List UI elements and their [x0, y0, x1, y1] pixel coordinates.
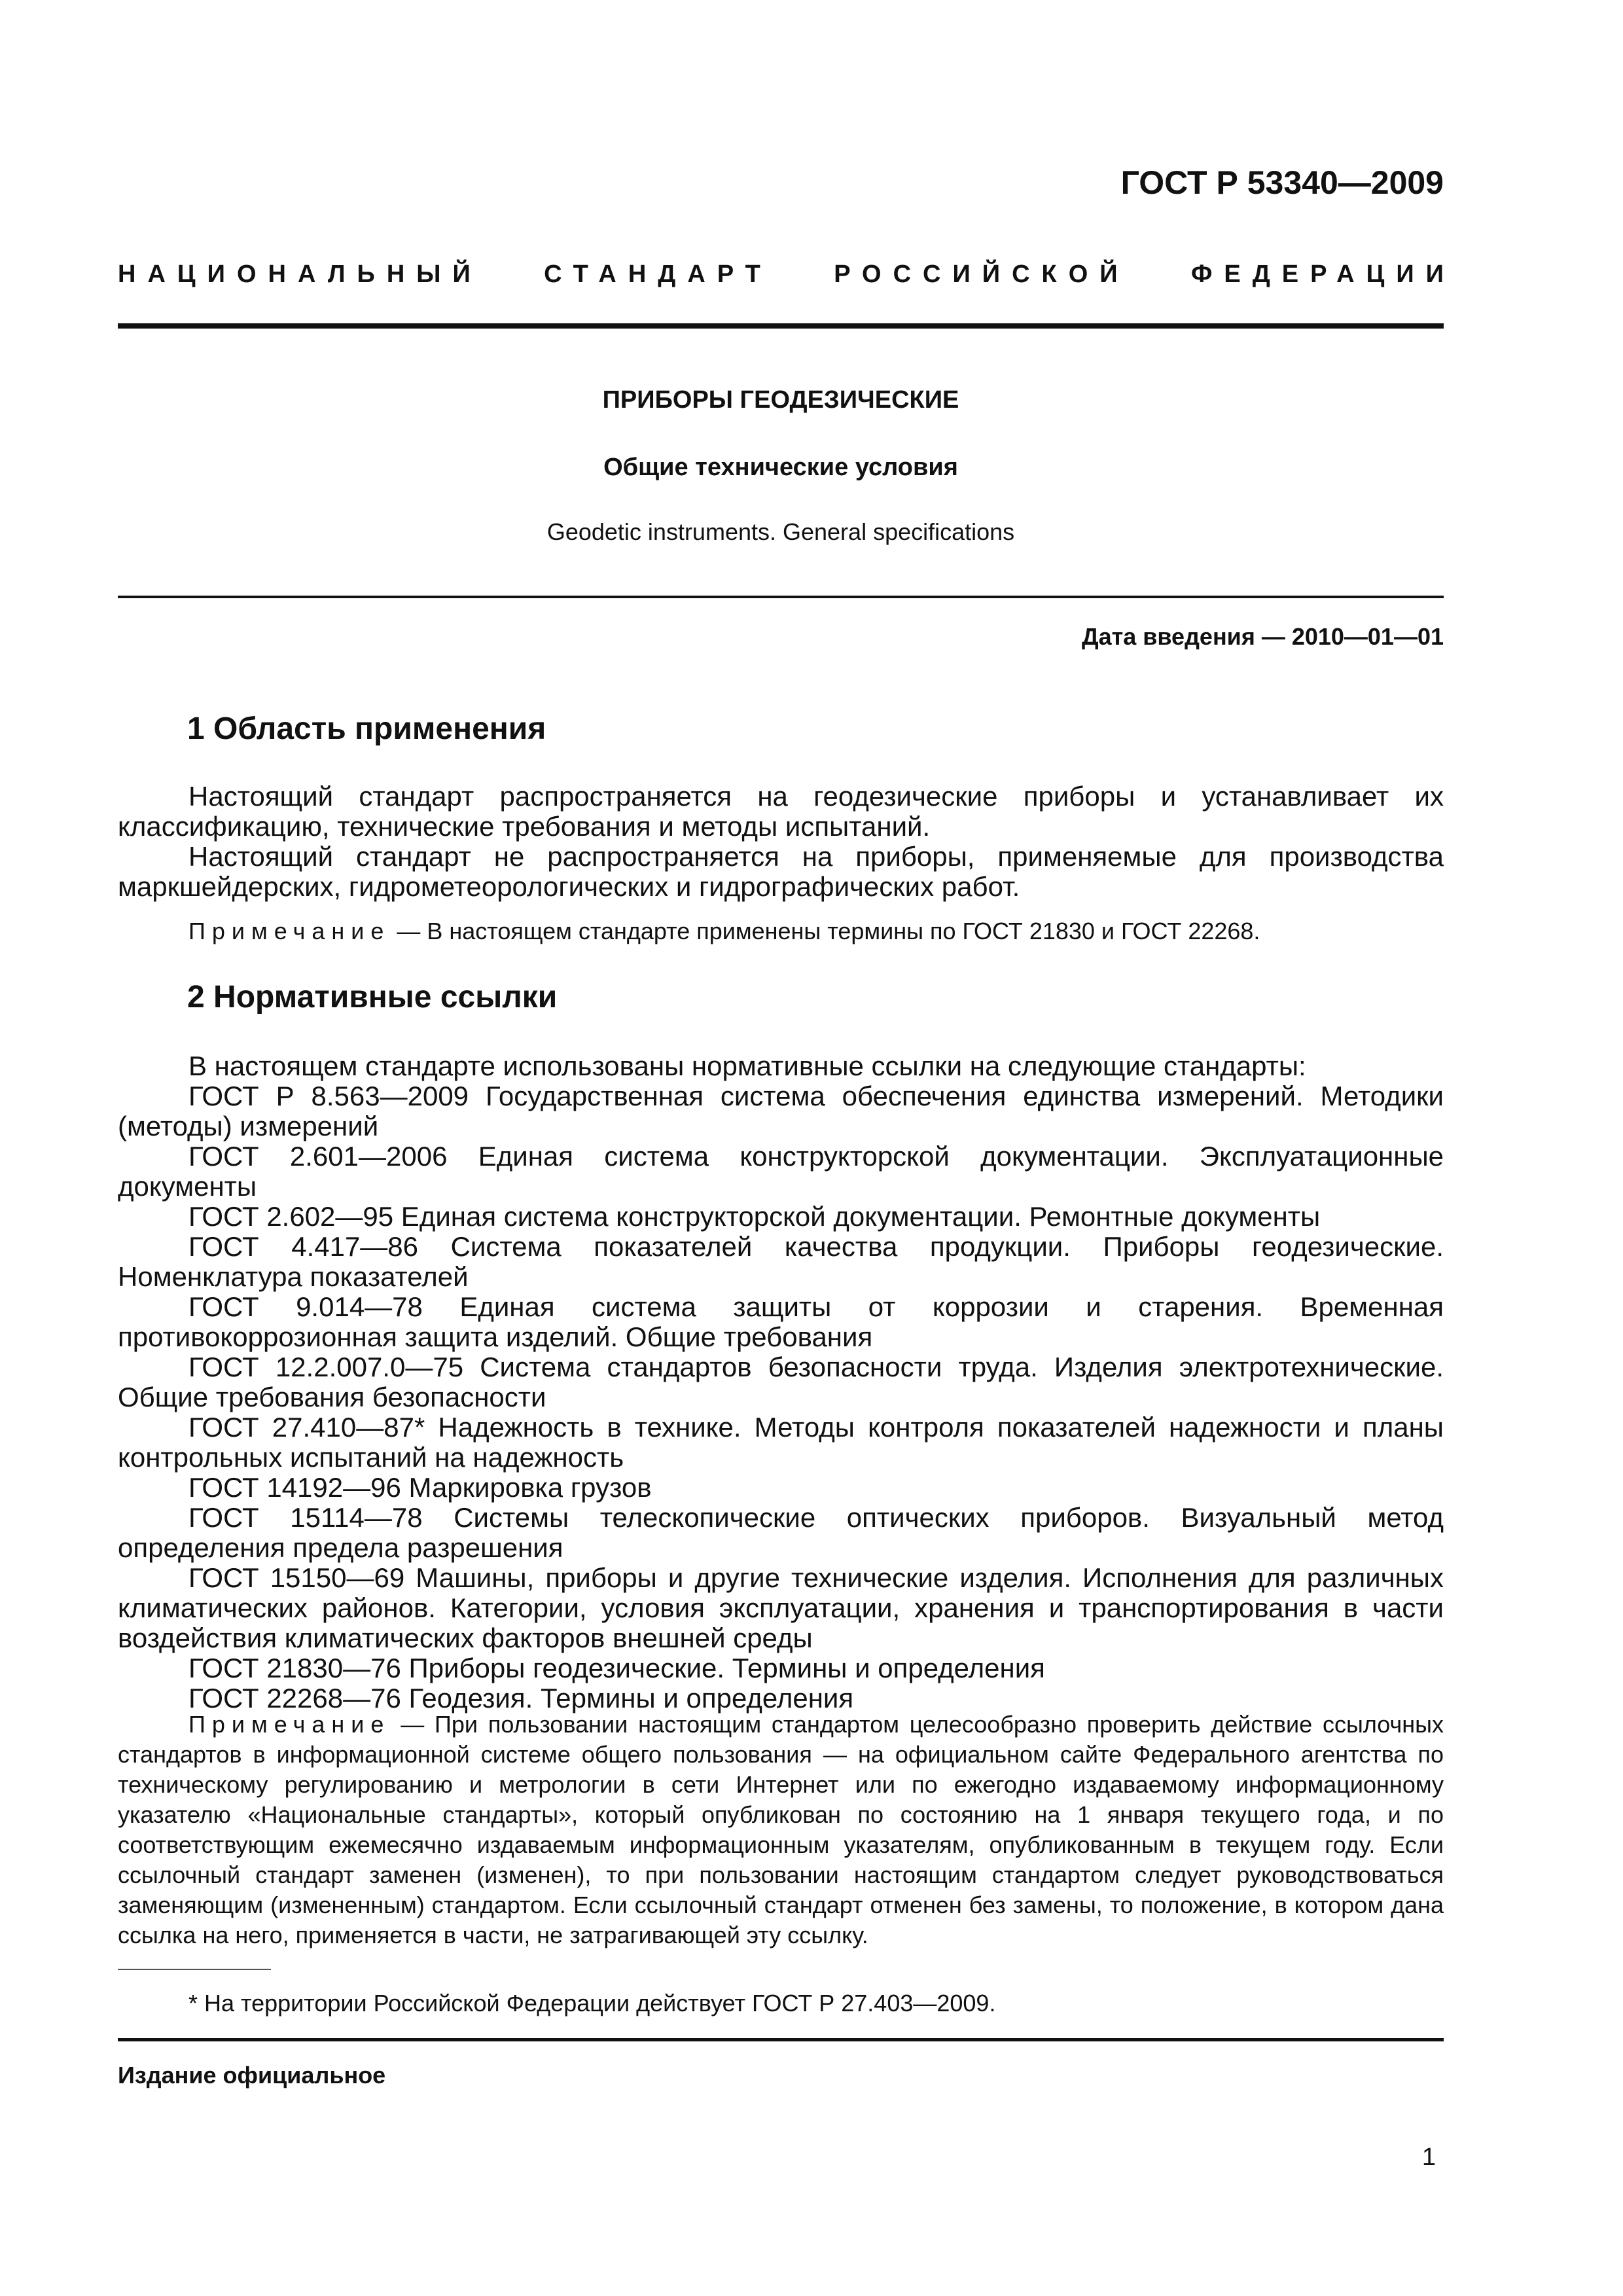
- page-number: 1: [1421, 2144, 1436, 2171]
- section-2-note: [118, 1710, 1444, 1950]
- title-divider: [118, 596, 1444, 598]
- note-label: Примечание: [188, 918, 391, 944]
- document-number: ГОСТ Р 53340—2009: [1120, 164, 1444, 201]
- reference-item: ГОСТ 15150—69 Машины, приборы и другие технические изделия. Исполнения для различных климатических районов. Категории, условия эксплуатации, хранения и транспортирования в части воздействия климатических факторов внешней среды: [118, 1562, 1444, 1653]
- section-1-body: [118, 781, 1444, 902]
- introduction-date: Дата введения — 2010—01—01: [1081, 623, 1444, 650]
- english-title: Geodetic instruments. General specifications: [546, 518, 1015, 545]
- reference-item: ГОСТ 9.014—78 Единая система защиты от коррозии и старения. Временная противокоррозионная защита изделий. Общие требования: [118, 1291, 1444, 1352]
- document-subtitle: Общие технические условия: [603, 454, 958, 481]
- note-label: Примечание: [188, 1711, 391, 1738]
- reference-item: ГОСТ 15114—78 Системы телескопические оптических приборов. Визуальный метод определения предела разрешения: [118, 1502, 1444, 1563]
- header-divider: [118, 323, 1444, 329]
- national-standard-header: [118, 260, 1455, 289]
- edition-label: Издание официальное: [118, 2062, 386, 2089]
- reference-item: ГОСТ 22268—76 Геодезия. Термины и определения: [188, 1683, 854, 1713]
- note-text: — При пользовании настоящим стандартом целесообразно проверить действие ссылочных стандартов в информационной системе общего пользования — на официальном сайте Федерального агентства по техническому регулированию и метрологии в сети Интернет или по ежегодно издаваемому информационному указателю «Национальные стандарты», который опубликован по состоянию на 1 января текущего года, и по соответствующим ежемесячно издаваемым информационным указателям, опубликованным в текущем году. Если ссылочный стандарт заменен (изменен), то при пользовании настоящим стандартом следует руководствоваться заменяющим (измененным) стандартом. Если ссылочный стандарт отменен без замены, то положение, в котором дана ссылка на него, применяется в части, не затрагивающей эту ссылку.: [118, 1711, 1444, 1948]
- section-2-body: [118, 1051, 1444, 1713]
- reference-item: ГОСТ 27.410—87* Надежность в технике. Методы контроля показателей надежности и планы контрольных испытаний на надежность: [118, 1412, 1444, 1473]
- reference-item: ГОСТ 14192—96 Маркировка грузов: [188, 1472, 652, 1503]
- reference-item: ГОСТ 2.601—2006 Единая система конструкторской документации. Эксплуатационные документы: [118, 1141, 1444, 1202]
- reference-item: ГОСТ 12.2.007.0—75 Система стандартов безопасности труда. Изделия электротехнические. Общие требования безопасности: [118, 1352, 1444, 1412]
- paragraph: Настоящий стандарт распространяется на геодезические приборы и устанавливает их классификацию, технические требования и методы испытаний.: [118, 781, 1444, 842]
- paragraph: В настоящем стандарте использованы нормативные ссылки на следующие стандарты:: [188, 1050, 1306, 1081]
- section-1-heading: 1 Область применения: [187, 711, 546, 746]
- section-2-heading: 2 Нормативные ссылки: [187, 980, 558, 1014]
- reference-item: ГОСТ 21830—76 Приборы геодезические. Термины и определения: [188, 1653, 1045, 1683]
- reference-item: ГОСТ 4.417—86 Система показателей качества продукции. Приборы геодезические. Номенклатура показателей: [118, 1231, 1444, 1292]
- document-title: ПРИБОРЫ ГЕОДЕЗИЧЕСКИЕ: [602, 386, 959, 414]
- note-text: — В настоящем стандарте применены термины по ГОСТ 21830 и ГОСТ 22268.: [390, 918, 1260, 944]
- footnote-divider: [118, 1969, 271, 1970]
- title-block: [118, 386, 1444, 546]
- header-word: НАЦИОНАЛЬНЫЙ: [118, 260, 482, 288]
- paragraph: Настоящий стандарт не распространяется на приборы, применяемые для производства маркшейдерских, гидрометеорологических и гидрографических работ.: [118, 841, 1444, 902]
- header-word: РОССИЙСКОЙ: [834, 260, 1130, 288]
- footer-divider: [118, 2038, 1444, 2041]
- footnote: * На территории Российской Федерации действует ГОСТ Р 27.403—2009.: [188, 1990, 996, 2017]
- section-1-note: [118, 916, 1444, 946]
- note-paragraph: [118, 916, 1444, 946]
- note-paragraph: [118, 1710, 1444, 1950]
- header-word: ФЕДЕРАЦИИ: [1190, 260, 1455, 288]
- reference-item: ГОСТ Р 8.563—2009 Государственная система обеспечения единства измерений. Методики (методы) измерений: [118, 1081, 1444, 1141]
- reference-item: ГОСТ 2.602—95 Единая система конструкторской документации. Ремонтные документы: [188, 1201, 1321, 1232]
- header-word: СТАНДАРТ: [544, 260, 772, 288]
